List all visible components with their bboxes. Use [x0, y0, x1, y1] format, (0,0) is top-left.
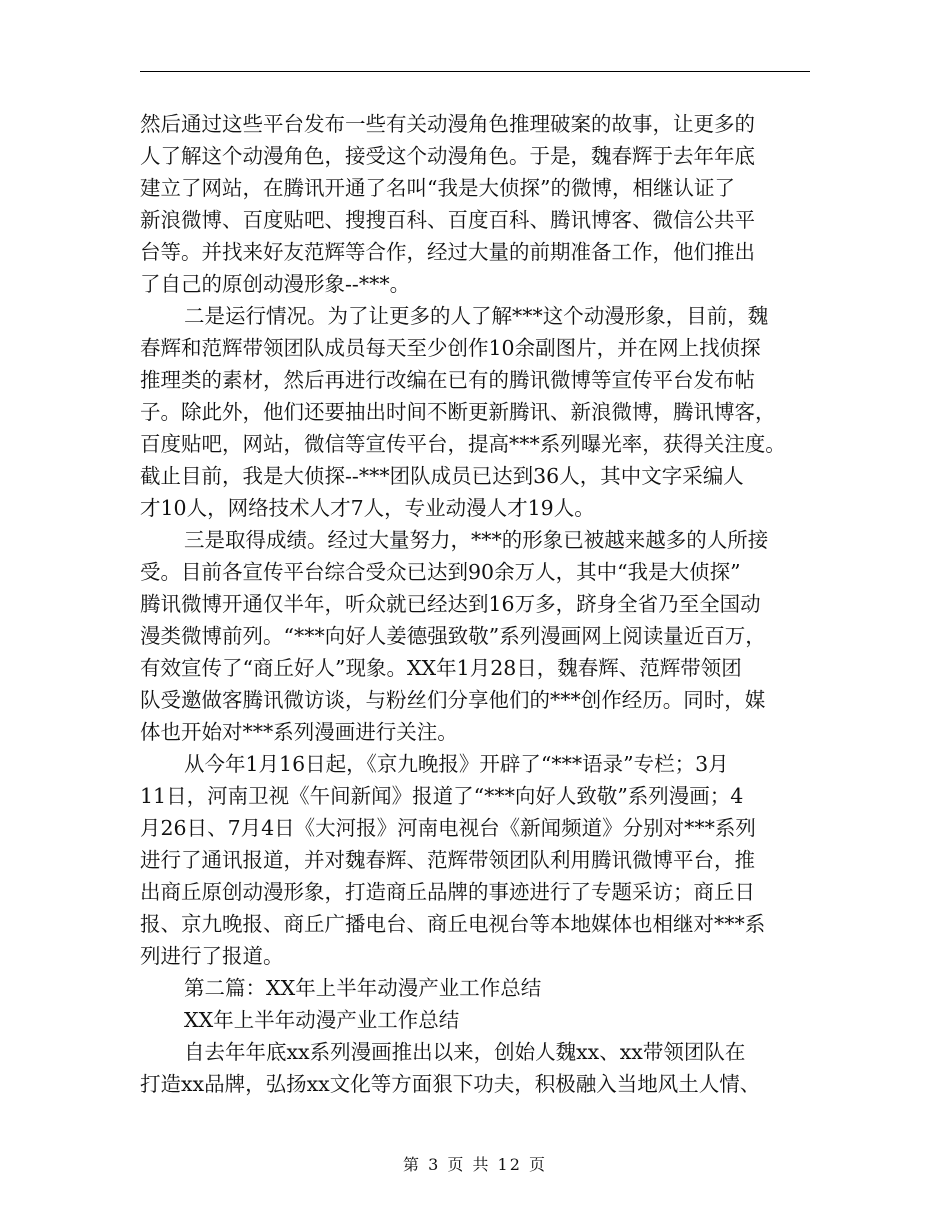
- header-rule: [140, 71, 810, 72]
- text-line: 第二篇：XX年上半年动漫产业工作总结: [184, 976, 542, 1000]
- document-body: [140, 108, 820, 1100]
- text-line: 建立了网站，在腾讯开通了名叫“我是大侦探”的微博，相继认证了: [140, 176, 735, 200]
- text-line: 子。除此外，他们还要抽出时间不断更新腾讯、新浪微博，腾讯博客，: [140, 400, 776, 424]
- text-line: 春辉和范辉带领团队成员每天至少创作10余副图片，并在网上找侦探: [140, 336, 761, 360]
- text-line: 人了解这个动漫角色，接受这个动漫角色。于是，魏春辉于去年年底: [140, 144, 755, 168]
- text-line: 新浪微博、百度贴吧、搜搜百科、百度百科、腾讯博客、微信公共平: [140, 208, 755, 232]
- text-line: 列进行了报道。: [140, 944, 284, 968]
- text-line: 然后通过这些平台发布一些有关动漫角色推理破案的故事，让更多的: [140, 112, 755, 136]
- text-line: 才10人，网络技术人才7人，专业动漫人才19人。: [140, 496, 595, 520]
- text-line: 进行了通讯报道，并对魏春辉、范辉带领团队利用腾讯微博平台，推: [140, 848, 755, 872]
- text-line: 截止目前，我是大侦探--***团队成员已达到36人，其中文字采编人: [140, 464, 744, 488]
- text-line: XX年上半年动漫产业工作总结: [184, 1008, 460, 1032]
- text-line: 体也开始对***系列漫画进行关注。: [140, 720, 458, 744]
- text-line: 报、京九晚报、商丘广播电台、商丘电视台等本地媒体也相继对***系: [140, 912, 766, 936]
- text-line: 三是取得成绩。经过大量努力，***的形象已被越来越多的人所接: [184, 528, 769, 552]
- text-line: 百度贴吧，网站，微信等宣传平台，提高***系列曝光率，获得关注度。: [140, 432, 786, 456]
- text-line: 受。目前各宣传平台综合受众已达到90余万人，其中“我是大侦探”: [140, 560, 741, 584]
- text-line: 腾讯微博开通仅半年，听众就已经达到16万多，跻身全省乃至全国动: [140, 592, 761, 616]
- text-line: 出商丘原创动漫形象，打造商丘品牌的事迹进行了专题采访；商丘日: [140, 880, 755, 904]
- text-line: 从今年1月16日起，《京九晚报》开辟了“***语录”专栏；3月: [184, 752, 729, 776]
- text-line: 台等。并找来好友范辉等合作，经过大量的前期准备工作，他们推出: [140, 240, 755, 264]
- text-line: 打造xx品牌，弘扬xx文化等方面狠下功夫，积极融入当地风土人情、: [140, 1072, 761, 1096]
- text-line: 有效宣传了“商丘好人”现象。XX年1月28日，魏春辉、范辉带领团: [140, 656, 742, 680]
- text-line: 二是运行情况。为了让更多的人了解***这个动漫形象，目前，魏: [184, 304, 769, 328]
- text-line: 了自己的原创动漫形象--***。: [140, 272, 411, 296]
- text-line: 漫类微博前列。“***向好人姜德强致敬”系列漫画网上阅读量近百万，: [140, 624, 766, 648]
- text-line: 11日，河南卫视《午间新闻》报道了“***向好人致敬”系列漫画；4: [140, 784, 744, 808]
- text-line: 推理类的素材，然后再进行改编在已有的腾讯微博等宣传平台发布帖: [140, 368, 755, 392]
- text-line: 队受邀做客腾讯微访谈，与粉丝们分享他们的***创作经历。同时，媒: [140, 688, 766, 712]
- text-line: 月26日、7月4日《大河报》河南电视台《新闻频道》分别对***系列: [140, 816, 756, 840]
- page-number-footer: 第 3 页 共 12 页: [403, 1155, 547, 1174]
- text-line: 自去年年底xx系列漫画推出以来，创始人魏xx、xx带领团队在: [184, 1040, 746, 1064]
